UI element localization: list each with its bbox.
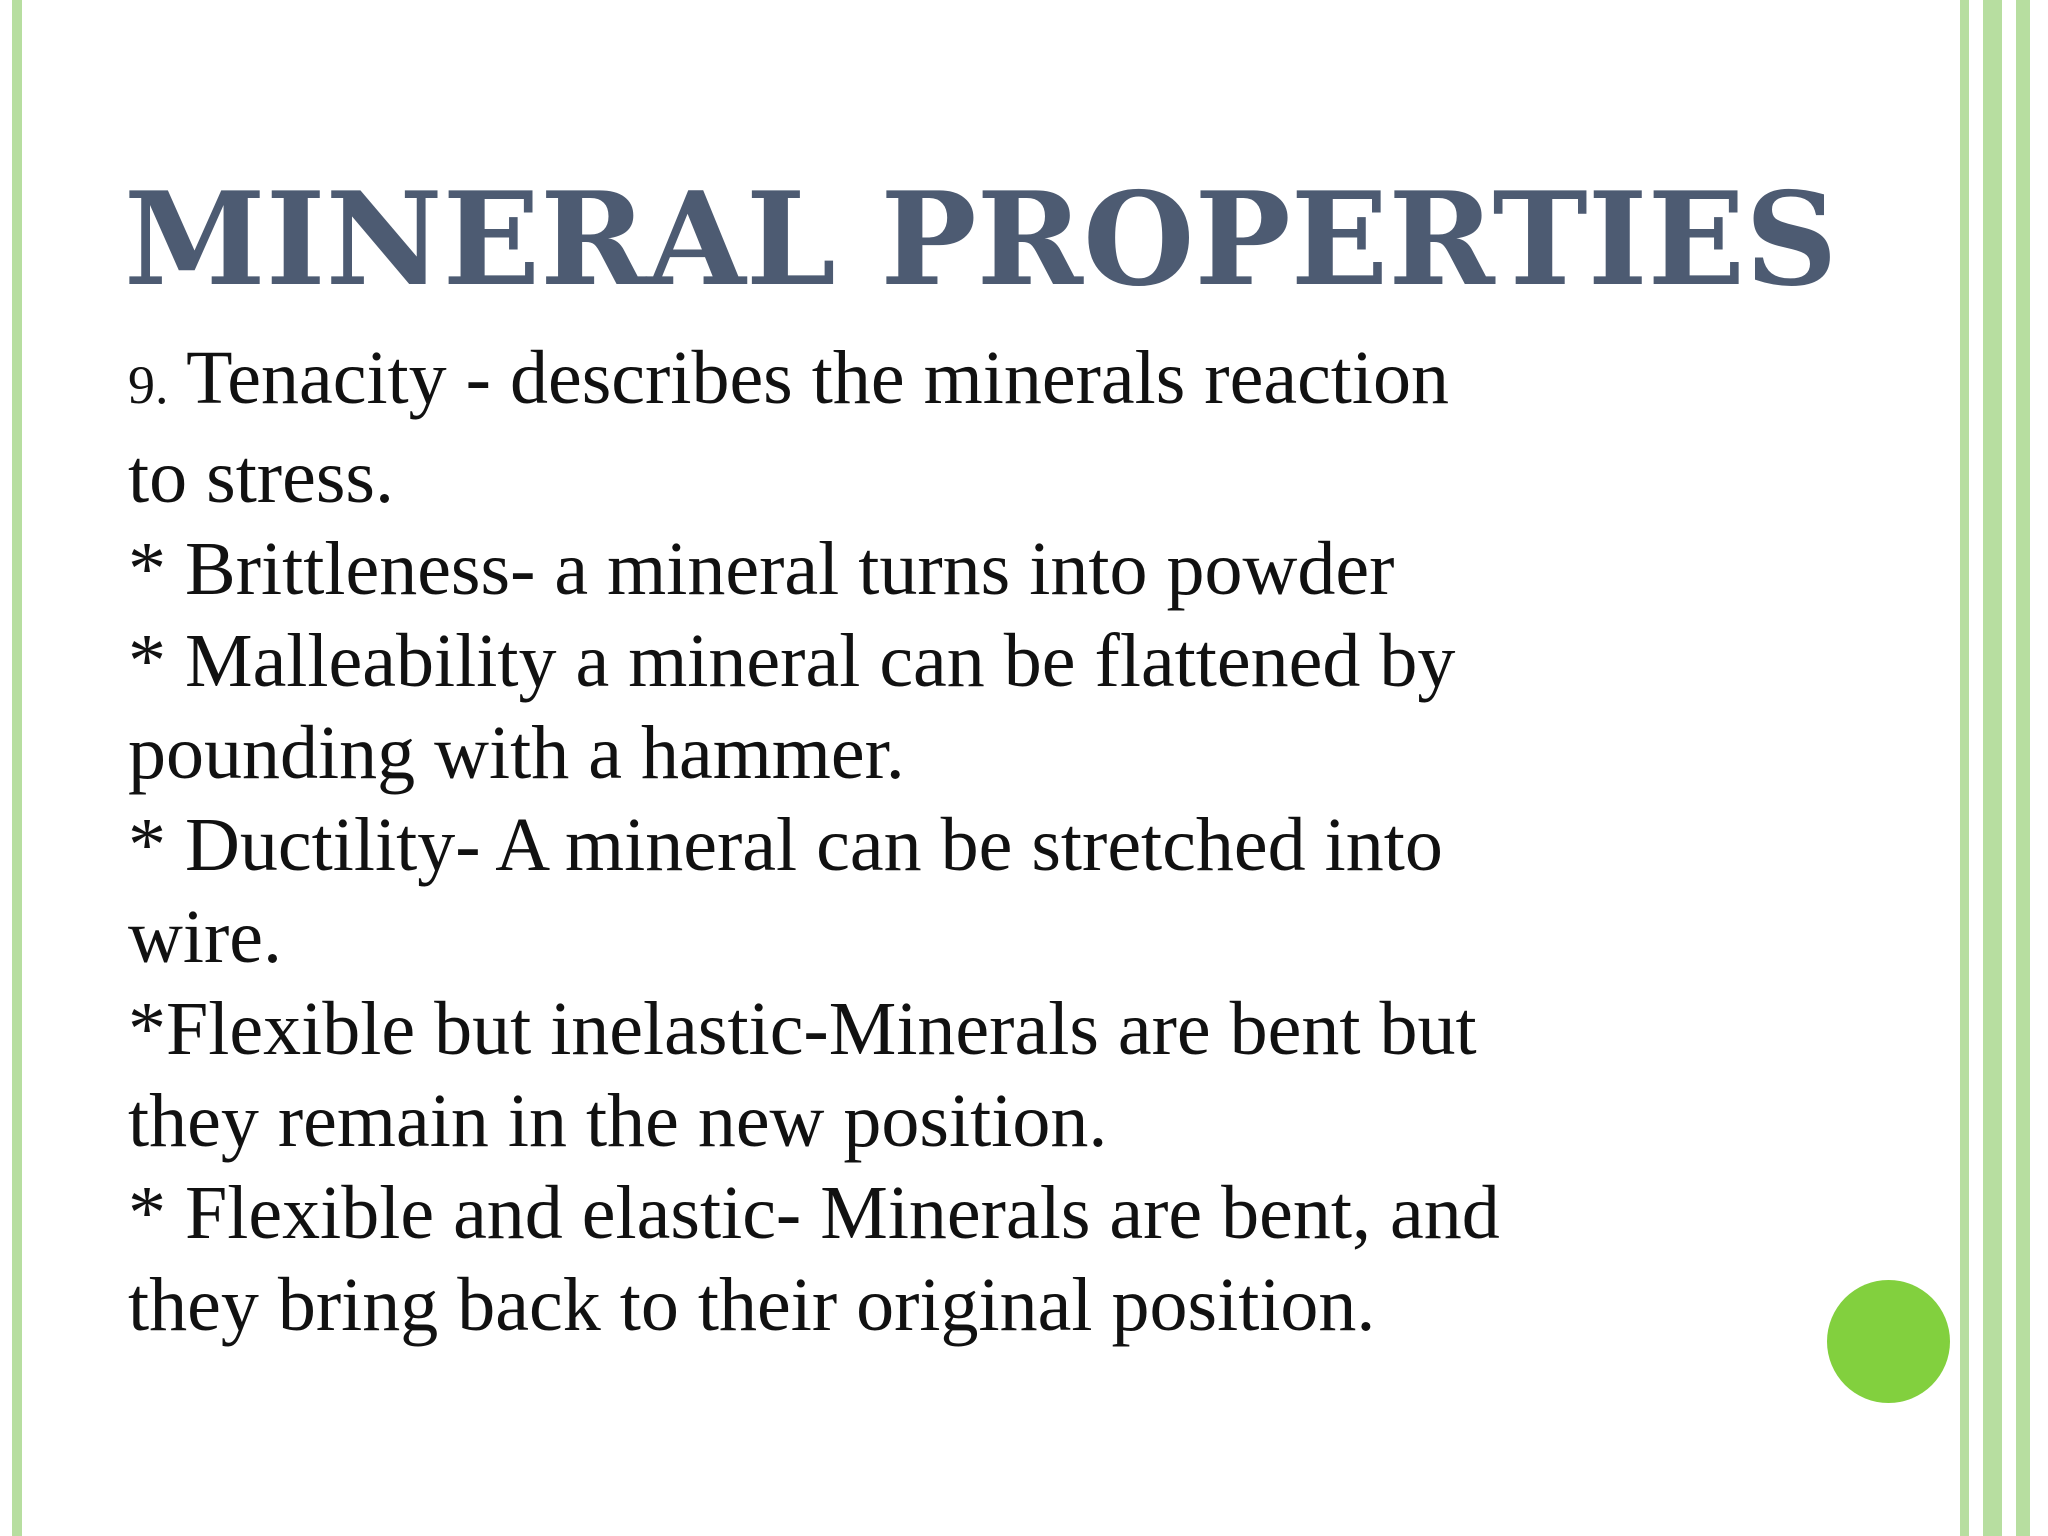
body-line: to stress. (128, 435, 394, 519)
right-border-stripe (1960, 0, 1969, 1536)
slide-title: MINERAL PROPERTIES (124, 165, 1838, 315)
body-line: * Ductility- A mineral can be stretched into (128, 803, 1443, 887)
decorative-circle (1827, 1280, 1950, 1403)
body-line: *Flexible but inelastic-Minerals are bent but (128, 987, 1477, 1071)
body-line: * Malleability a mineral can be flattened by (128, 619, 1456, 703)
right-border-stripe (2016, 0, 2030, 1536)
body-line: wire. (128, 895, 283, 979)
left-border-stripe (12, 0, 22, 1536)
body-line: they remain in the new position. (128, 1079, 1108, 1163)
body-line: they bring back to their original position. (128, 1263, 1376, 1347)
body-line (128, 332, 1768, 431)
item-number: 9. (128, 355, 169, 415)
body-line-text: Tenacity - describes the minerals reaction (168, 336, 1450, 420)
slide-body (128, 332, 1768, 1351)
right-border-stripe (1983, 0, 2002, 1536)
body-line: * Flexible and elastic- Minerals are bent, and (128, 1171, 1500, 1255)
body-line: * Brittleness- a mineral turns into powder (128, 527, 1395, 611)
body-line: pounding with a hammer. (128, 711, 905, 795)
